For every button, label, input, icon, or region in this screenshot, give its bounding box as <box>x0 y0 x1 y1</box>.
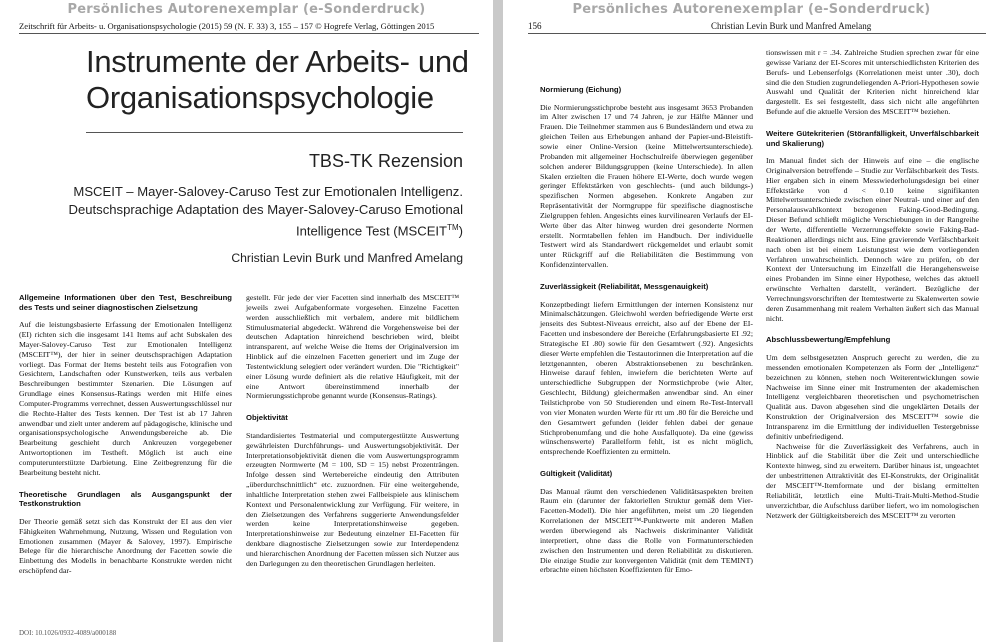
journal-header: Zeitschrift für Arbeits- u. Organisationspsychologie (2015) 59 (N. F. 33) 3, 155 – 157 © Hogrefe Verlag, Göttingen 2015 <box>19 21 435 31</box>
journal-title-line-1: Instrumente der Arbeits- und <box>86 44 469 79</box>
body-paragraph: Standardisiertes Testmaterial und computergestützte Auswertung gewährleisten Durchführungs- und Auswertungsobjektivität. Der Interpretationsobjektivität dienen die vom Auswertungsprogramm erzeugten Normwerte (M = 100, SD = 15) nebst Prozenträngen. Infolge dessen sind Wertebereiche eindeutig den Attributen „überdurchschnittlich“ etc. zuzuordnen. Für eine weitergehende, inhaltliche Interpretation stehen zwei Fallbeispiele aus klinischem Kontext und Personalentwicklung zur Verfügung. Für weitere, in den Zielsetzungen des Verfahrens suggerierte Anwendungsfelder werden keine Interpretationshinweise gegeben. Interpretationshinweise zur Bedeutung einzelner EI-Facetten für denkbare diagnostische Zielsetzungen sowie zur Interdependenz und hierarchischen Anordnung der Facetten müssen sich Nutzer aus den Darlegungen zu den theoretischen Grundlagen herleiten. <box>246 430 459 568</box>
body-paragraph: Konzeptbedingt liefern Ermittlungen der internen Konsistenz nur Minimalschätzungen. Gleichwohl werden befriedigende Werte erst jenseits des Subtest-Niveaus erreicht, also auf der Ebene der EI-Facetten und insbesondere der Bereiche (Erfahrungsbasierte EI .92; Strategische EI .80) sowie für den Gesamtwert (.92). Angesichts dieser Werte empfehlen die Testautorinnen die Interpretation auf die letztgenannten, oberen Abstraktionsebenen zu beschränken. Hinweise darauf fehlen, inwiefern die berichteten Werte auf unterschiedliche Subgruppen der Normstichprobe (wie Alter, Geschlecht, Bildung) gleichermaßen anwendbar sind. An einer Teilstichprobe von 50 Studierenden und einem Re-Test-Intervall von vier Monaten wurden Werte für rtt um .80 für die Bereiche und den Gesamtwert gefunden (leider fehlen dabei der genaue Stichprobenumfang und die hohe Ausfallquote). Da eine (gewiss wünschenswerte) Parallelform fehlt, ist es nicht möglich, entsprechende Koeffizienten zu ermitteln. <box>540 299 753 457</box>
header-rule <box>528 33 986 34</box>
body-paragraph: Nachweise für die Zuverlässigkeit des Verfahrens, auch in Hinblick auf die Stabilität über die Zeit und unterschiedliche Kontexte hinweg, sind zu erweitern. Darüber hinaus ist, ungeachtet der unbestrittenen Attraktivität des EI-Konstrukts, der Originalität der MSCEIT™-Itemformate und der bislang ermittelten Reliabilität, letztlich eine Multi-Trait-Multi-Method-Studie unverzichtbar, die Aufschluss darüber liefert, wo im nomologischen Netzwerk der Gültigkeitsbereich des MSCEIT™ zu verorten <box>766 441 979 520</box>
journal-title-line-2: Organisationspsychologie <box>86 80 434 115</box>
body-paragraph: Das Manual räumt den verschiedenen Validitätsaspekten breiten Raum ein (darunter der faktoriellen Struktur gemäß dem Vier-Facetten-Modell). Die hier angeführten, meist um .20 liegenden Korrelationen der MSCEIT™-Punktwerte mit anderen Maßen werden überwiegend als Nachweis diskriminanter Validität interpretiert, ohne dass die Rolle von Formatunterschieden zwischen den Instrumenten und deren Reliabilität zu diskutieren. Die einzige Studie zur konvergenten Validität (mit dem TEMINT) erbrachte einen höchsten Koeffizienten für Emo- <box>540 486 753 575</box>
header-rule <box>19 33 479 34</box>
watermark: Persönliches Autorenexemplar (e-Sonderdruck) <box>572 2 931 17</box>
subject-line-3-end: ) <box>458 223 463 239</box>
section-heading: Allgemeine Informationen über den Test, Beschreibung des Tests und seiner diagnostischen Zielsetzung <box>19 293 232 312</box>
running-header-authors: Christian Levin Burk und Manfred Amelang <box>711 21 872 31</box>
right-page-column-1 <box>540 85 753 575</box>
subject-line-1: MSCEIT – Mayer-Salovey-Caruso Test zur Emotionalen Intelligenz. <box>73 184 463 199</box>
body-paragraph: Um dem selbstgesetzten Anspruch gerecht zu werden, die zu messenden emotionalen Kompetenzen als Form der „Intelligenz“ bezeichnen zu können, stehen noch Weiterentwicklungen sowie Nachweise im Sinne einer mit Instrumenten der akademischen Intelligenz vergleichbaren theoretischen und psychometrischen Qualität aus. Davon abgesehen sind die ungeklärten Details der Konstruktion der Originalversion des MSCEIT™ sowie die Intransparenz im die Ermittlung der individuellen Testergebnisse definitiv unbefriedigend. <box>766 353 979 441</box>
section-heading: Weitere Gütekriterien (Störanfälligkeit, Unverfälschbarkeit und Skalierung) <box>766 128 979 148</box>
body-paragraph: Im Manual findet sich der Hinweis auf eine – die englische Originalversion betreffende – Studie zur Verfälschbarkeit des Tests. Hier ergaben sich in einem Messwiederholungsdesign bei einer Effektstärke von d < 0.10 keine signifikanten Mittelwertsunterschiede zwischen einer Neutral- und einer auf den Personalauswahlkontext bezogenen Faking-Good-Bedingung. Dieser Befund schließt mögliche Verschiebungen in der Rangreihe der Werte, differentielle Verzerrungseffekte sowie Faking-Bad-Reaktionen allerdings nicht aus. Eine gravierende Verfälschbarkeit nach oben ist bei einem Leistungstest wie dem vorliegenden Verfahren unwahrscheinlich. Dennoch wäre zu prüfen, ob der Kontext der Untersuchung im Einzelfall die Herangehensweise eines Probanden im Sinne einer Hypothese, welches das aktuell erwünschte Verhalten darstellt, verändert. Bezügliche der Verrechnungsvorschriften der Itemtestwerte zu Skalenwerten sowie deren Zusammenhang mit realem Verhalten äußert sich das Manual nicht. <box>766 156 979 323</box>
subject-line-2: Deutschsprachige Adaptation des Mayer-Salovey-Caruso Emotional <box>68 202 463 217</box>
body-paragraph: Auf die leistungsbasierte Erfassung der Emotionalen Intelligenz (EI) richten sich die insgesamt 141 Items auf acht Subskalen des Mayer-Salovey-Caruso Test zur Emotionalen Intelligenz (MSCEIT™), der hier in seiner deutschsprachigen Adaptation vorliegt. Das Format der Items besteht teils aus Fotografien von Gesichtern, Landschaften oder Kunstwerken, teils aus verbalen Beschreibungen bestimmter Szenarien. Die Lösungen auf Grundlage eines Konsensus-Ratings werden mit Hilfe eines Computer-Programms verrechnet, dessen Auswertungsschlüssel nur die Rechte-Halter des Tests kennen. Der Test ist ab 17 Jahren anwendbar und zielt unter anderem auf pädagogische, klinische und organisationspsychologische Anwendungsbereiche ab. Die Bearbeitung geschieht durch Ankreuzen vorgegebener Antwortoptionen im Testheft. Möglich ist auch eine computerunterstützte Darbietung. Eine Zeitbegrenzung für die Bearbeitung besteht nicht. <box>19 320 232 477</box>
body-paragraph: Die Normierungsstichprobe besteht aus insgesamt 3653 Probanden im Alter zwischen 17 und 74 Jahren, je zur Hälfte Männer und Frauen. Die Teilnehmer stammen aus 6 Bundesländern und etwa zu gleichen Teilen aus Erhebungen anhand der Papier-und-Bleistift- sowie einer Online-Version (keine Mittelwertsunterschiede). Probanden mit allgemeiner Hochschulreife überwiegen gegenüber solchen anderer Bildungsgruppen (keine Unterschiede). In allen Skalen erzielten die Frauen höhere EI-Werte, doch wurde wegen geringer Effektstärken von geschlechts- (und auch bildungs-) spezifischen Normen abgesehen. Konkrete Angaben zur Repräsentativität der Normgruppe für spezifische diagnostische Zielgruppen fehlen. Angesichts eines kurvilinearen Verlaufs der EI-Werte über das Alter hinweg wurden drei gesonderte Normen erstellt. Normtabellen fehlen im Handbuch. Der individuelle Testwert wird als Standardwert rückgemeldet und erlaubt somit unter Rückgriff auf die Reliabilitäten die Bestimmung von Konfidenzintervallen. <box>540 102 753 270</box>
subject-line-3: Intelligence Test (MSCEIT <box>295 223 448 239</box>
body-paragraph: Der Theorie gemäß setzt sich das Konstrukt der EI aus den vier Fähigkeiten Wahrnehmung, Nutzung, Wissen und Regulation von Emotionen zusammen (Mayer & Salovey, 1997). Empirische Belege für die hierarchische Anordnung der Facetten sowie die Einbettung des Modells in benachbarte Konstrukte werden nicht erschöpfend dar- <box>19 516 232 576</box>
left-page <box>0 0 493 642</box>
section-heading: Abschlussbewertung/Empfehlung <box>766 335 891 345</box>
journal-section-title <box>86 44 486 116</box>
left-page-column-2 <box>246 293 459 569</box>
left-page-column-1 <box>19 293 232 576</box>
title-rule <box>86 132 463 133</box>
body-paragraph: tionswissen mit r = .34. Zahlreiche Studien sprechen zwar für eine gewisse Varianz der EI-Scores mit unterschiedlichsten Kriterien des Berufs- und Lebenserfolgs (Korrelationen meist unter .30), doch sind die den Studien zugrundeliegenden A-Priori-Hypothesen sowie Auswahl und Qualität der Kriterien nicht hinreichend klar dargestellt. Es sei festgestellt, dass sich nicht alle angeführten Befunde auf die aktuelle Version des MSCEIT™ beziehen. <box>766 48 979 117</box>
section-heading: Objektivität <box>246 413 288 423</box>
body-paragraph: gestellt. Für jede der vier Facetten sind innerhalb des MSCEIT™ jeweils zwei Aufgabenformate vorgesehen. Einzelne Facetten werden ausschließlich mit verbalem, andere mit bildlichem Stimulusmaterial abgedeckt. Während die Vorgehensweise bei der deutschen Adaptation hinreichend beschrieben wird, bleibt intransparent, auf welche Weise die Items der Originalversion im Hinblick auf die einzelnen Facetten generiert und im Zuge der Testentwicklung selegiert oder verändert wurden. Die "Richtigkeit" einer Lösung wurde definiert als die relative Häufigkeit, mit der eine Antwort übereinstimmend innerhalb der Normierungsstichprobe genannt wurde (Konsensus-Ratings). <box>246 293 459 401</box>
section-heading: Theoretische Grundlagen als Ausgangspunkt der Testkonstruktion <box>19 489 232 509</box>
section-heading: Gültigkeit (Validität) <box>540 469 613 479</box>
watermark: Persönliches Autorenexemplar (e-Sonderdruck) <box>67 2 426 17</box>
section-heading: Zuverlässigkeit (Reliabilität, Messgenauigkeit) <box>540 281 709 291</box>
review-type: TBS-TK Rezension <box>308 151 463 171</box>
test-subject <box>23 183 463 240</box>
page-number: 156 <box>528 21 542 31</box>
doi: DOI: 10.1026/0932-4089/a000188 <box>19 629 117 637</box>
trademark-superscript: TM <box>447 223 459 232</box>
right-page-column-2 <box>766 48 979 520</box>
article-authors: Christian Levin Burk und Manfred Amelang <box>231 251 463 265</box>
right-page <box>503 0 1000 642</box>
section-heading: Normierung (Eichung) <box>540 85 622 94</box>
